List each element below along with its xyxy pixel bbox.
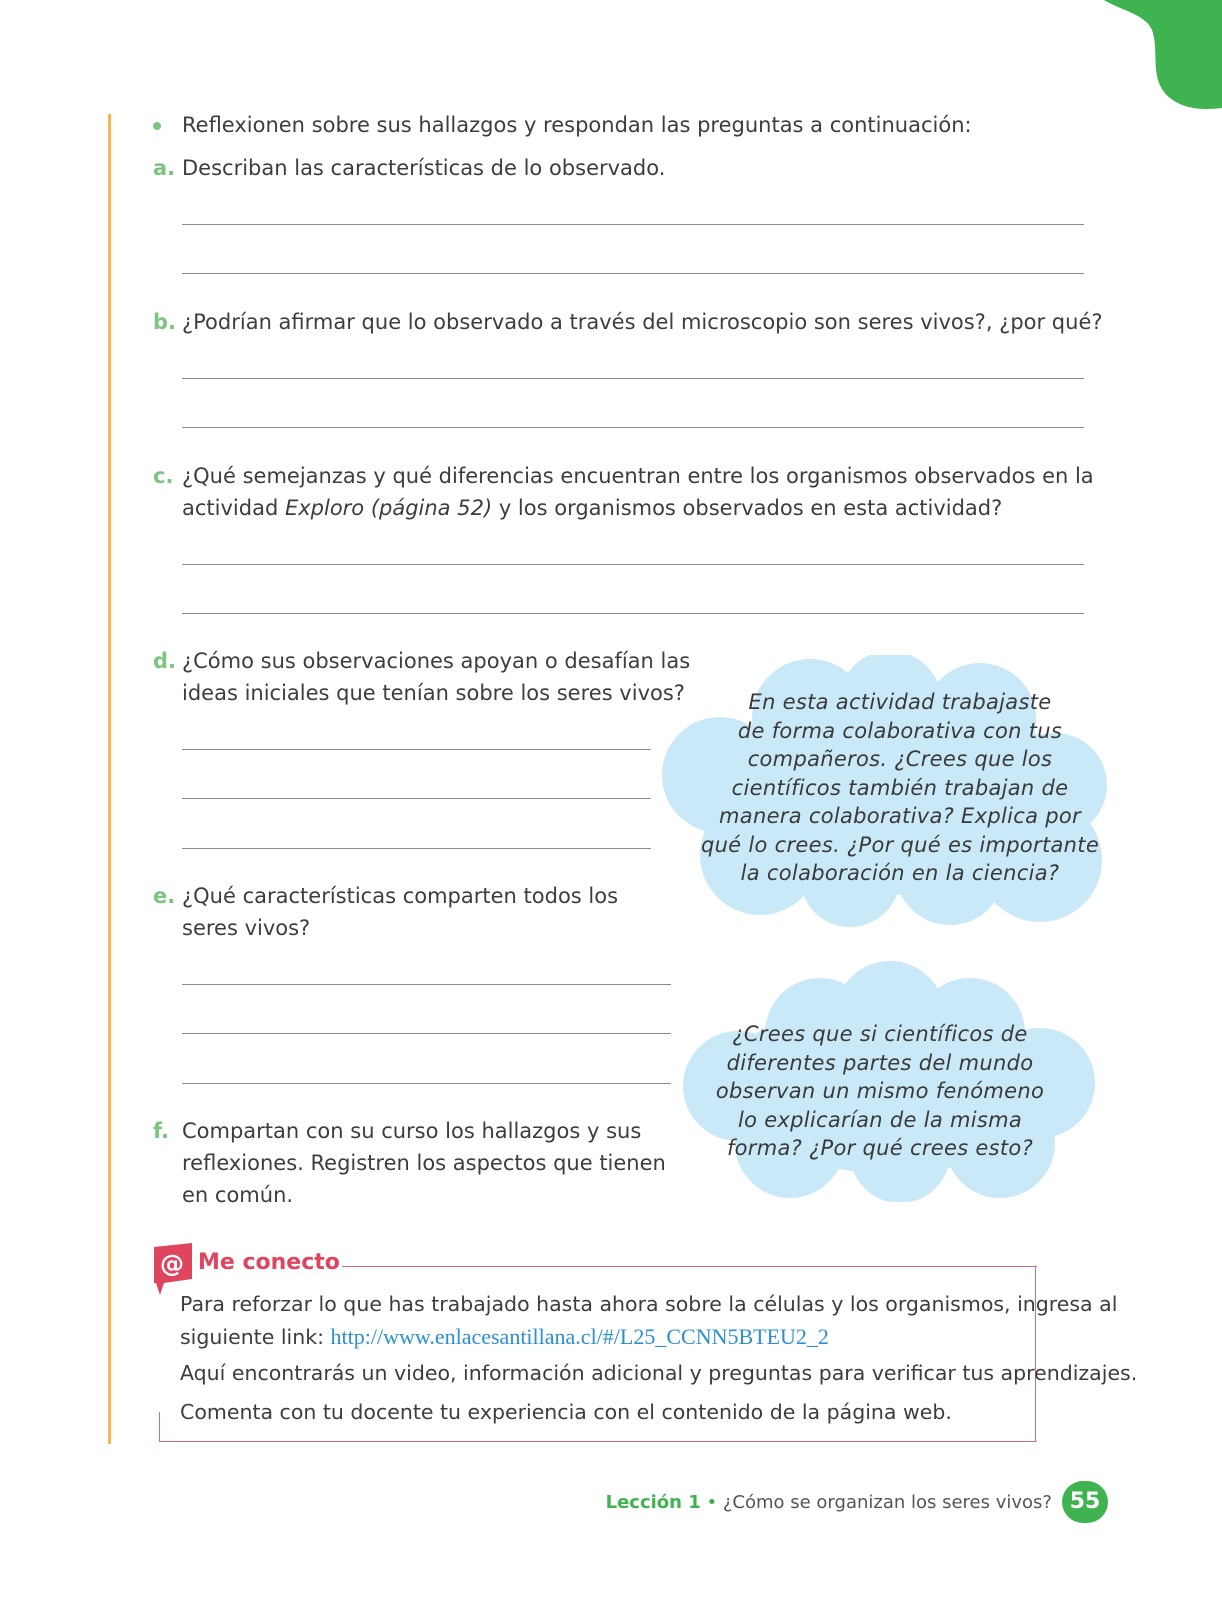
answer-line[interactable] — [182, 798, 651, 799]
cloud-2-line: forma? ¿Por qué crees esto? — [726, 1136, 1034, 1160]
cloud-1-line: manera colaborativa? Explica por — [719, 804, 1081, 828]
cloud-2-line: observan un mismo fenómeno — [715, 1079, 1045, 1103]
footer — [0, 1488, 1052, 1518]
margin-line — [108, 114, 111, 1444]
question-c-line2-italic: Exploro (página 52) — [284, 496, 493, 520]
question-a-letter: a. — [153, 156, 176, 180]
question-f-letter: f. — [153, 1119, 169, 1143]
answer-line[interactable] — [182, 224, 1084, 225]
me-conecto-line4: Comenta con tu docente tu experiencia con el contenido de la página web. — [180, 1400, 952, 1424]
me-conecto-top-border — [342, 1266, 1037, 1267]
cloud-1-line: compañeros. ¿Crees que los — [747, 747, 1053, 771]
answer-line[interactable] — [182, 378, 1084, 379]
cloud-2-text — [690, 1020, 1070, 1163]
answer-line[interactable] — [182, 564, 1084, 565]
me-conecto-line3: Aquí encontrarás un video, información adicional y preguntas para verificar tus aprendizajes. — [180, 1361, 1138, 1385]
me-conecto-line1: Para reforzar lo que has trabajado hasta ahora sobre la células y los organismos, ingresa al — [180, 1292, 1118, 1316]
answer-line[interactable] — [182, 273, 1084, 274]
cloud-1-line: la colaboración en la ciencia? — [740, 861, 1060, 885]
corner-decoration — [1090, 0, 1222, 112]
cloud-1-line: En esta actividad trabajaste — [748, 690, 1052, 714]
question-f-text-line2: reflexiones. Registren los aspectos que tienen — [182, 1151, 666, 1175]
bullet-icon — [153, 122, 161, 130]
me-conecto-bottom-border — [159, 1441, 1037, 1442]
page-number-badge — [1062, 1481, 1108, 1523]
question-f-text-line1: Compartan con su curso los hallazgos y sus — [182, 1119, 642, 1143]
answer-line[interactable] — [182, 1083, 671, 1084]
cloud-1-line: científicos también trabajan de — [731, 775, 1069, 800]
question-b-text: ¿Podrían afirmar que lo observado a través del microscopio son seres vivos?, ¿por qué? — [182, 310, 1103, 334]
cloud-1-line: qué lo crees. ¿Por qué es importante — [700, 832, 1100, 857]
enlace-link[interactable]: http://www.enlacesantillana.cl/#/L25_CCNN5BTEU2_2 — [330, 1324, 829, 1349]
cloud-2-line: lo explicarían de la misma — [737, 1107, 1023, 1132]
question-e-letter: e. — [153, 884, 176, 908]
at-icon: @ — [160, 1250, 184, 1278]
me-conecto-title: Me conecto — [198, 1250, 340, 1275]
question-e-text-line1: ¿Qué características comparten todos los — [182, 884, 619, 908]
cloud-1-line: de forma colaborativa con tus — [737, 718, 1063, 743]
question-d-text-line2: ideas iniciales que tenían sobre los seres vivos? — [182, 681, 685, 705]
intro-text: Reflexionen sobre sus hallazgos y respondan las preguntas a continuación: — [182, 113, 972, 137]
answer-line[interactable] — [182, 984, 671, 985]
footer-separator: • — [700, 1492, 723, 1513]
question-f-text-line3: en común. — [182, 1183, 294, 1207]
question-a-text: Describan las características de lo observado. — [182, 156, 666, 180]
answer-line[interactable] — [182, 848, 651, 849]
page-number: 55 — [1069, 1489, 1101, 1514]
footer-lesson: Lección 1 — [605, 1492, 701, 1513]
question-e-text-line2: seres vivos? — [182, 916, 311, 940]
cloud-2-line: ¿Crees que si científicos de — [732, 1022, 1028, 1046]
answer-line[interactable] — [182, 1033, 671, 1034]
answer-line[interactable] — [182, 427, 1084, 428]
me-conecto-left-border — [159, 1412, 160, 1442]
question-c-letter: c. — [153, 464, 174, 488]
cloud-1-text — [700, 688, 1100, 888]
me-conecto-line2 — [180, 1320, 829, 1354]
question-c-text-line1: ¿Qué semejanzas y qué diferencias encuentran entre los organismos observados en la — [182, 464, 1094, 488]
answer-line[interactable] — [182, 749, 651, 750]
question-c-text-line2 — [182, 492, 1002, 525]
question-d-letter: d. — [153, 649, 177, 673]
answer-line[interactable] — [182, 613, 1084, 614]
footer-lesson-title: ¿Cómo se organizan los seres vivos? — [722, 1492, 1052, 1513]
me-conecto-line2-pre: siguiente link: — [180, 1325, 331, 1349]
question-b-letter: b. — [153, 310, 177, 334]
cloud-2-line: diferentes partes del mundo — [726, 1050, 1034, 1075]
question-c-line2-post: y los organismos observados en esta actividad? — [492, 496, 1003, 520]
question-d-text-line1: ¿Cómo sus observaciones apoyan o desafían las — [182, 649, 691, 673]
question-c-line2-pre: actividad — [182, 496, 285, 520]
